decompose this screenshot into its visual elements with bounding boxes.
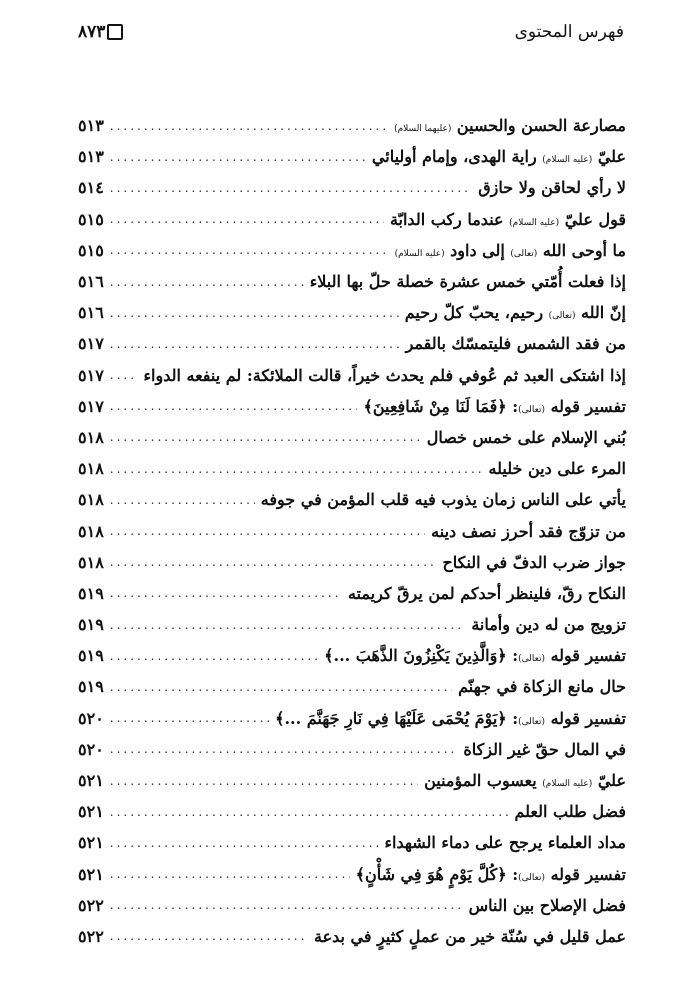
entry-title <box>356 865 626 884</box>
dot-leader <box>110 711 269 725</box>
toc-entry <box>78 360 626 391</box>
title-text: المرء على دين خليله <box>488 459 626 479</box>
toc-entry <box>78 921 626 952</box>
entry-page-number: ٥١٦ <box>78 272 104 292</box>
dot-leader <box>110 462 483 476</box>
title-text: عندما ركب الدابّة <box>389 209 510 229</box>
dot-leader <box>110 306 399 320</box>
table-of-contents <box>78 110 626 952</box>
title-text: من تزوّج فقد أحرز نصف دينه <box>431 521 626 541</box>
toc-entry <box>78 765 626 796</box>
entry-page-number: ٥١٩ <box>78 583 104 603</box>
dot-leader <box>110 867 350 881</box>
entry-title <box>469 896 626 915</box>
entry-page-number: ٥١٥ <box>78 240 104 260</box>
toc-entry <box>78 204 626 235</box>
title-text: ما أوحى الله <box>537 240 626 260</box>
entry-page-number: ٥٢١ <box>78 833 104 853</box>
title-text: إنّ الله <box>575 303 626 323</box>
toc-entry <box>78 734 626 765</box>
dot-leader <box>110 929 308 943</box>
entry-page-number: ٥٢١ <box>78 802 104 822</box>
entry-title <box>324 646 626 665</box>
entry-page-number: ٥١٨ <box>78 552 104 572</box>
title-text: في المال حقّ غير الزكاة <box>463 739 626 759</box>
entry-page-number: ٥١٩ <box>78 646 104 666</box>
entry-title <box>310 272 626 291</box>
title-text: عليّ <box>592 147 626 167</box>
honorific-note: (تعالى) <box>518 872 546 883</box>
entry-title <box>463 740 626 759</box>
honorific-note: (تعالى) <box>548 311 576 322</box>
title-text: تفسير قوله <box>545 646 626 666</box>
square-ornament-icon <box>107 24 123 40</box>
entry-page-number: ٥١٩ <box>78 615 104 635</box>
entry-title <box>372 147 626 166</box>
entry-title <box>478 178 626 197</box>
entry-title <box>363 397 626 416</box>
entry-page-number: ٥١٨ <box>78 490 104 510</box>
dot-leader <box>110 368 138 382</box>
toc-entry <box>78 110 626 141</box>
entry-title <box>471 615 626 634</box>
dot-leader <box>110 493 255 507</box>
entry-page-number: ٥٢٠ <box>78 739 104 759</box>
dot-leader <box>110 742 458 756</box>
entry-title <box>261 490 626 509</box>
title-text: تزويج من له دين وأمانة <box>471 615 626 635</box>
page-number-block <box>78 22 123 42</box>
entry-title <box>275 709 626 728</box>
entry-page-number: ٥٢٢ <box>78 926 104 946</box>
honorific-note: (تعالى) <box>518 716 546 727</box>
entry-title <box>424 771 626 790</box>
title-text: رحيم، يحبّ كلّ رحيم <box>404 303 549 323</box>
dot-leader <box>110 119 388 133</box>
entry-title <box>514 802 626 821</box>
toc-entry <box>78 578 626 609</box>
entry-page-number: ٥١٥ <box>78 209 104 229</box>
entry-page-number: ٥١٦ <box>78 303 104 323</box>
toc-entry <box>78 391 626 422</box>
title-text: حال مانع الزكاة في جهنّم <box>458 677 626 697</box>
entry-title <box>390 210 626 229</box>
title-text: النكاح رقّ، فلينظر أحدكم لمن يرقّ كريمته <box>347 583 626 603</box>
entry-title <box>406 334 626 353</box>
dot-leader <box>110 337 400 351</box>
entry-page-number: ٥١٨ <box>78 427 104 447</box>
entry-page-number: ٥١٧ <box>78 334 104 354</box>
dot-leader <box>110 680 452 694</box>
dot-leader <box>110 586 342 600</box>
entry-page-number: ٥١٤ <box>78 178 104 198</box>
title-text: من فقد الشمس فليتمسّك بالقمر <box>405 334 626 354</box>
title-text: فضل الإصلاح بين الناس <box>468 895 626 915</box>
toc-entry <box>78 890 626 921</box>
title-text: بُني الإسلام على خمس خصال <box>426 427 626 447</box>
title-text: تفسير قوله <box>545 396 626 416</box>
toc-entry <box>78 827 626 858</box>
running-title: فهرس المحتوى <box>514 22 624 42</box>
entry-title <box>442 553 626 572</box>
toc-entry <box>78 172 626 203</box>
title-text: : <box>506 646 519 666</box>
dot-leader <box>110 618 466 632</box>
title-text: فضل طلب العلم <box>514 802 626 822</box>
entry-page-number: ٥٢٠ <box>78 708 104 728</box>
title-text: عليّ <box>592 771 626 791</box>
dot-leader <box>110 150 366 164</box>
toc-entry <box>78 859 626 890</box>
honorific-note: (عليه السلام) <box>542 779 593 790</box>
toc-entry <box>78 453 626 484</box>
toc-entry <box>78 484 626 515</box>
quran-quote: ﴿كُلَّ يَوْمٍ هُوَ فِي شَأْنٍ﴾ <box>355 864 507 884</box>
entry-title <box>144 366 626 385</box>
entry-title <box>348 584 626 603</box>
entry-title <box>431 522 626 541</box>
toc-entry <box>78 703 626 734</box>
dot-leader <box>110 836 379 850</box>
quran-quote: ﴿يَوْمَ يُحْمَى عَلَيْهَا فِي نَارِ جَهَنَّمَ ...﴾ <box>275 708 507 728</box>
entry-page-number: ٥٢٢ <box>78 895 104 915</box>
toc-entry <box>78 328 626 359</box>
dot-leader <box>110 524 425 538</box>
entry-page-number: ٥١٨ <box>78 521 104 541</box>
quran-quote: ﴿وَالَّذِينَ يَكْنِزُونَ الذَّهَبَ ...﴾ <box>324 646 507 666</box>
title-text: لا رأي لحاقن ولا حازق <box>478 178 626 198</box>
title-text: عمل قليل في سُنّة خير من عملٍ كثيرٍ في بدعة <box>313 926 626 946</box>
entry-page-number: ٥١٧ <box>78 365 104 385</box>
toc-entry <box>78 547 626 578</box>
toc-entry <box>78 609 626 640</box>
toc-entry <box>78 235 626 266</box>
honorific-note: (عليه السلام) <box>542 155 593 166</box>
toc-entry <box>78 671 626 702</box>
title-text: مصارعة الحسن والحسين <box>451 116 626 136</box>
entry-title <box>458 677 626 696</box>
honorific-note: (تعالى) <box>518 654 546 665</box>
title-text: يعسوب المؤمنين <box>424 771 543 791</box>
entry-title <box>394 116 626 135</box>
dot-leader <box>110 399 358 413</box>
title-text: تفسير قوله <box>545 864 626 884</box>
entry-page-number: ٥١٧ <box>78 396 104 416</box>
dot-leader <box>110 212 384 226</box>
entry-page-number: ٥١٣ <box>78 116 104 136</box>
dot-leader <box>110 430 421 444</box>
toc-entry <box>78 422 626 453</box>
title-text: قول عليّ <box>559 209 626 229</box>
dot-leader <box>110 555 437 569</box>
entry-title <box>314 927 626 946</box>
toc-entry <box>78 297 626 328</box>
dot-leader <box>110 805 509 819</box>
title-text: يأتي على الناس زمان يذوب فيه قلب المؤمن في جوفه <box>260 490 626 510</box>
title-text: جواز ضرب الدفّ في النكاح <box>442 552 626 572</box>
toc-entry <box>78 796 626 827</box>
toc-entry <box>78 640 626 671</box>
entry-title <box>427 428 626 447</box>
page-header <box>78 18 624 46</box>
title-text: إلى داود <box>444 240 511 260</box>
entry-page-number: ٥٢١ <box>78 771 104 791</box>
dot-leader <box>110 898 463 912</box>
toc-entry <box>78 141 626 172</box>
title-text: : <box>506 708 519 728</box>
honorific-note: (عليه السلام) <box>509 217 560 228</box>
honorific-note: (تعالى) <box>510 248 538 259</box>
dot-leader <box>110 275 304 289</box>
title-text: مداد العلماء يرجح على دماء الشهداء <box>384 833 626 853</box>
honorific-note: (عليه السلام) <box>394 248 445 259</box>
honorific-note: (عليهما السلام) <box>394 124 452 135</box>
quran-quote: ﴿فَمَا لَنَا مِنْ شَافِعِينَ﴾ <box>363 396 507 416</box>
dot-leader <box>110 243 389 257</box>
entry-page-number: ٥١٨ <box>78 459 104 479</box>
toc-entry <box>78 515 626 546</box>
toc-entry <box>78 266 626 297</box>
entry-title <box>405 303 626 322</box>
dot-leader <box>110 649 318 663</box>
entry-page-number: ٥١٣ <box>78 147 104 167</box>
title-text: : <box>506 864 519 884</box>
honorific-note: (تعالى) <box>518 404 546 415</box>
page-number: ٨٧٣ <box>78 22 106 42</box>
entry-title <box>489 459 626 478</box>
dot-leader <box>110 774 418 788</box>
title-text: تفسير قوله <box>545 708 626 728</box>
entry-page-number: ٥١٩ <box>78 677 104 697</box>
title-text: إذا اشتكى العبد ثم عُوفي فلم يحدث خيراً، قالت الملائكة: لم ينفعه الدواء <box>143 365 626 385</box>
title-text: إذا فعلت أُمّتي خمس عشرة خصلة حلّ بها البلاء <box>309 272 626 292</box>
title-text: راية الهدى، وإمام أوليائي <box>371 147 543 167</box>
entry-title <box>395 241 626 260</box>
title-text: : <box>506 396 519 416</box>
entry-title <box>385 833 626 852</box>
dot-leader <box>110 181 472 195</box>
entry-page-number: ٥٢١ <box>78 864 104 884</box>
